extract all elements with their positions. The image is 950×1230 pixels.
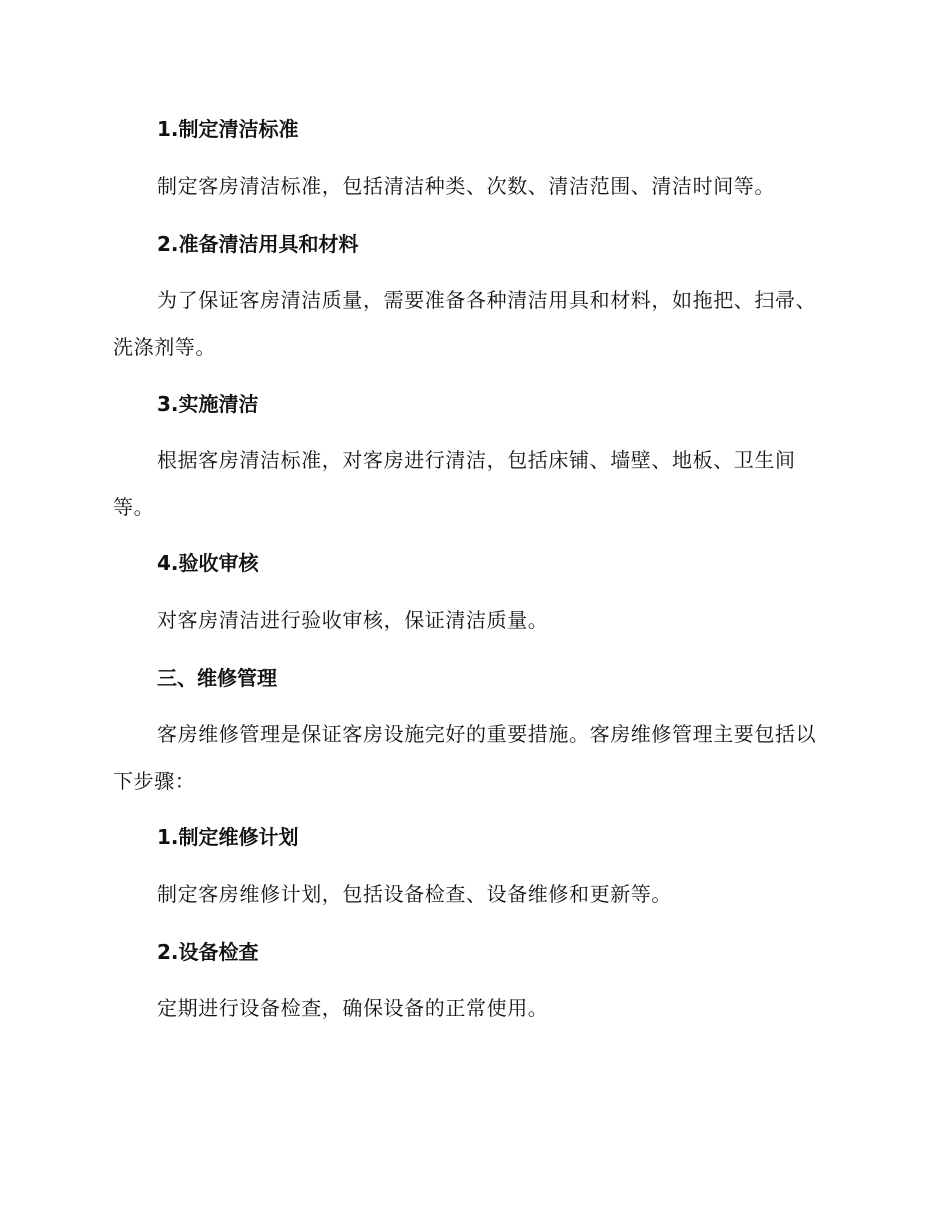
section-heading-maintenance: 三、维修管理 [157,666,277,690]
paragraph-cleaning-standard: 制定客房清洁标准，包括清洁种类、次数、清洁范围、清洁时间等。 [157,174,775,198]
heading-equipment-check: 2.设备检查 [157,940,259,964]
heading-implement-cleaning: 3.实施清洁 [157,392,259,416]
heading-maintenance-plan: 1.制定维修计划 [157,825,299,849]
heading-cleaning-standard: 1.制定清洁标准 [157,117,299,141]
heading-inspection: 4.验收审核 [157,551,259,575]
paragraph-implement-cleaning: 根据客房清洁标准，对客房进行清洁，包括床铺、墙壁、地板、卫生间等。 [113,448,796,519]
paragraph-prepare-tools: 为了保证客房清洁质量，需要准备各种清洁用具和材料，如拖把、扫帚、洗涤剂等。 [113,288,817,359]
paragraph-inspection: 对客房清洁进行验收审核，保证清洁质量。 [157,608,549,632]
paragraph-equipment-check: 定期进行设备检查，确保设备的正常使用。 [157,996,549,1020]
paragraph-maintenance-plan: 制定客房维修计划，包括设备检查、设备维修和更新等。 [157,882,672,906]
paragraph-maintenance-intro: 客房维修管理是保证客房设施完好的重要措施。客房维修管理主要包括以下步骤： [113,722,817,793]
heading-prepare-tools: 2.准备清洁用具和材料 [157,232,359,256]
